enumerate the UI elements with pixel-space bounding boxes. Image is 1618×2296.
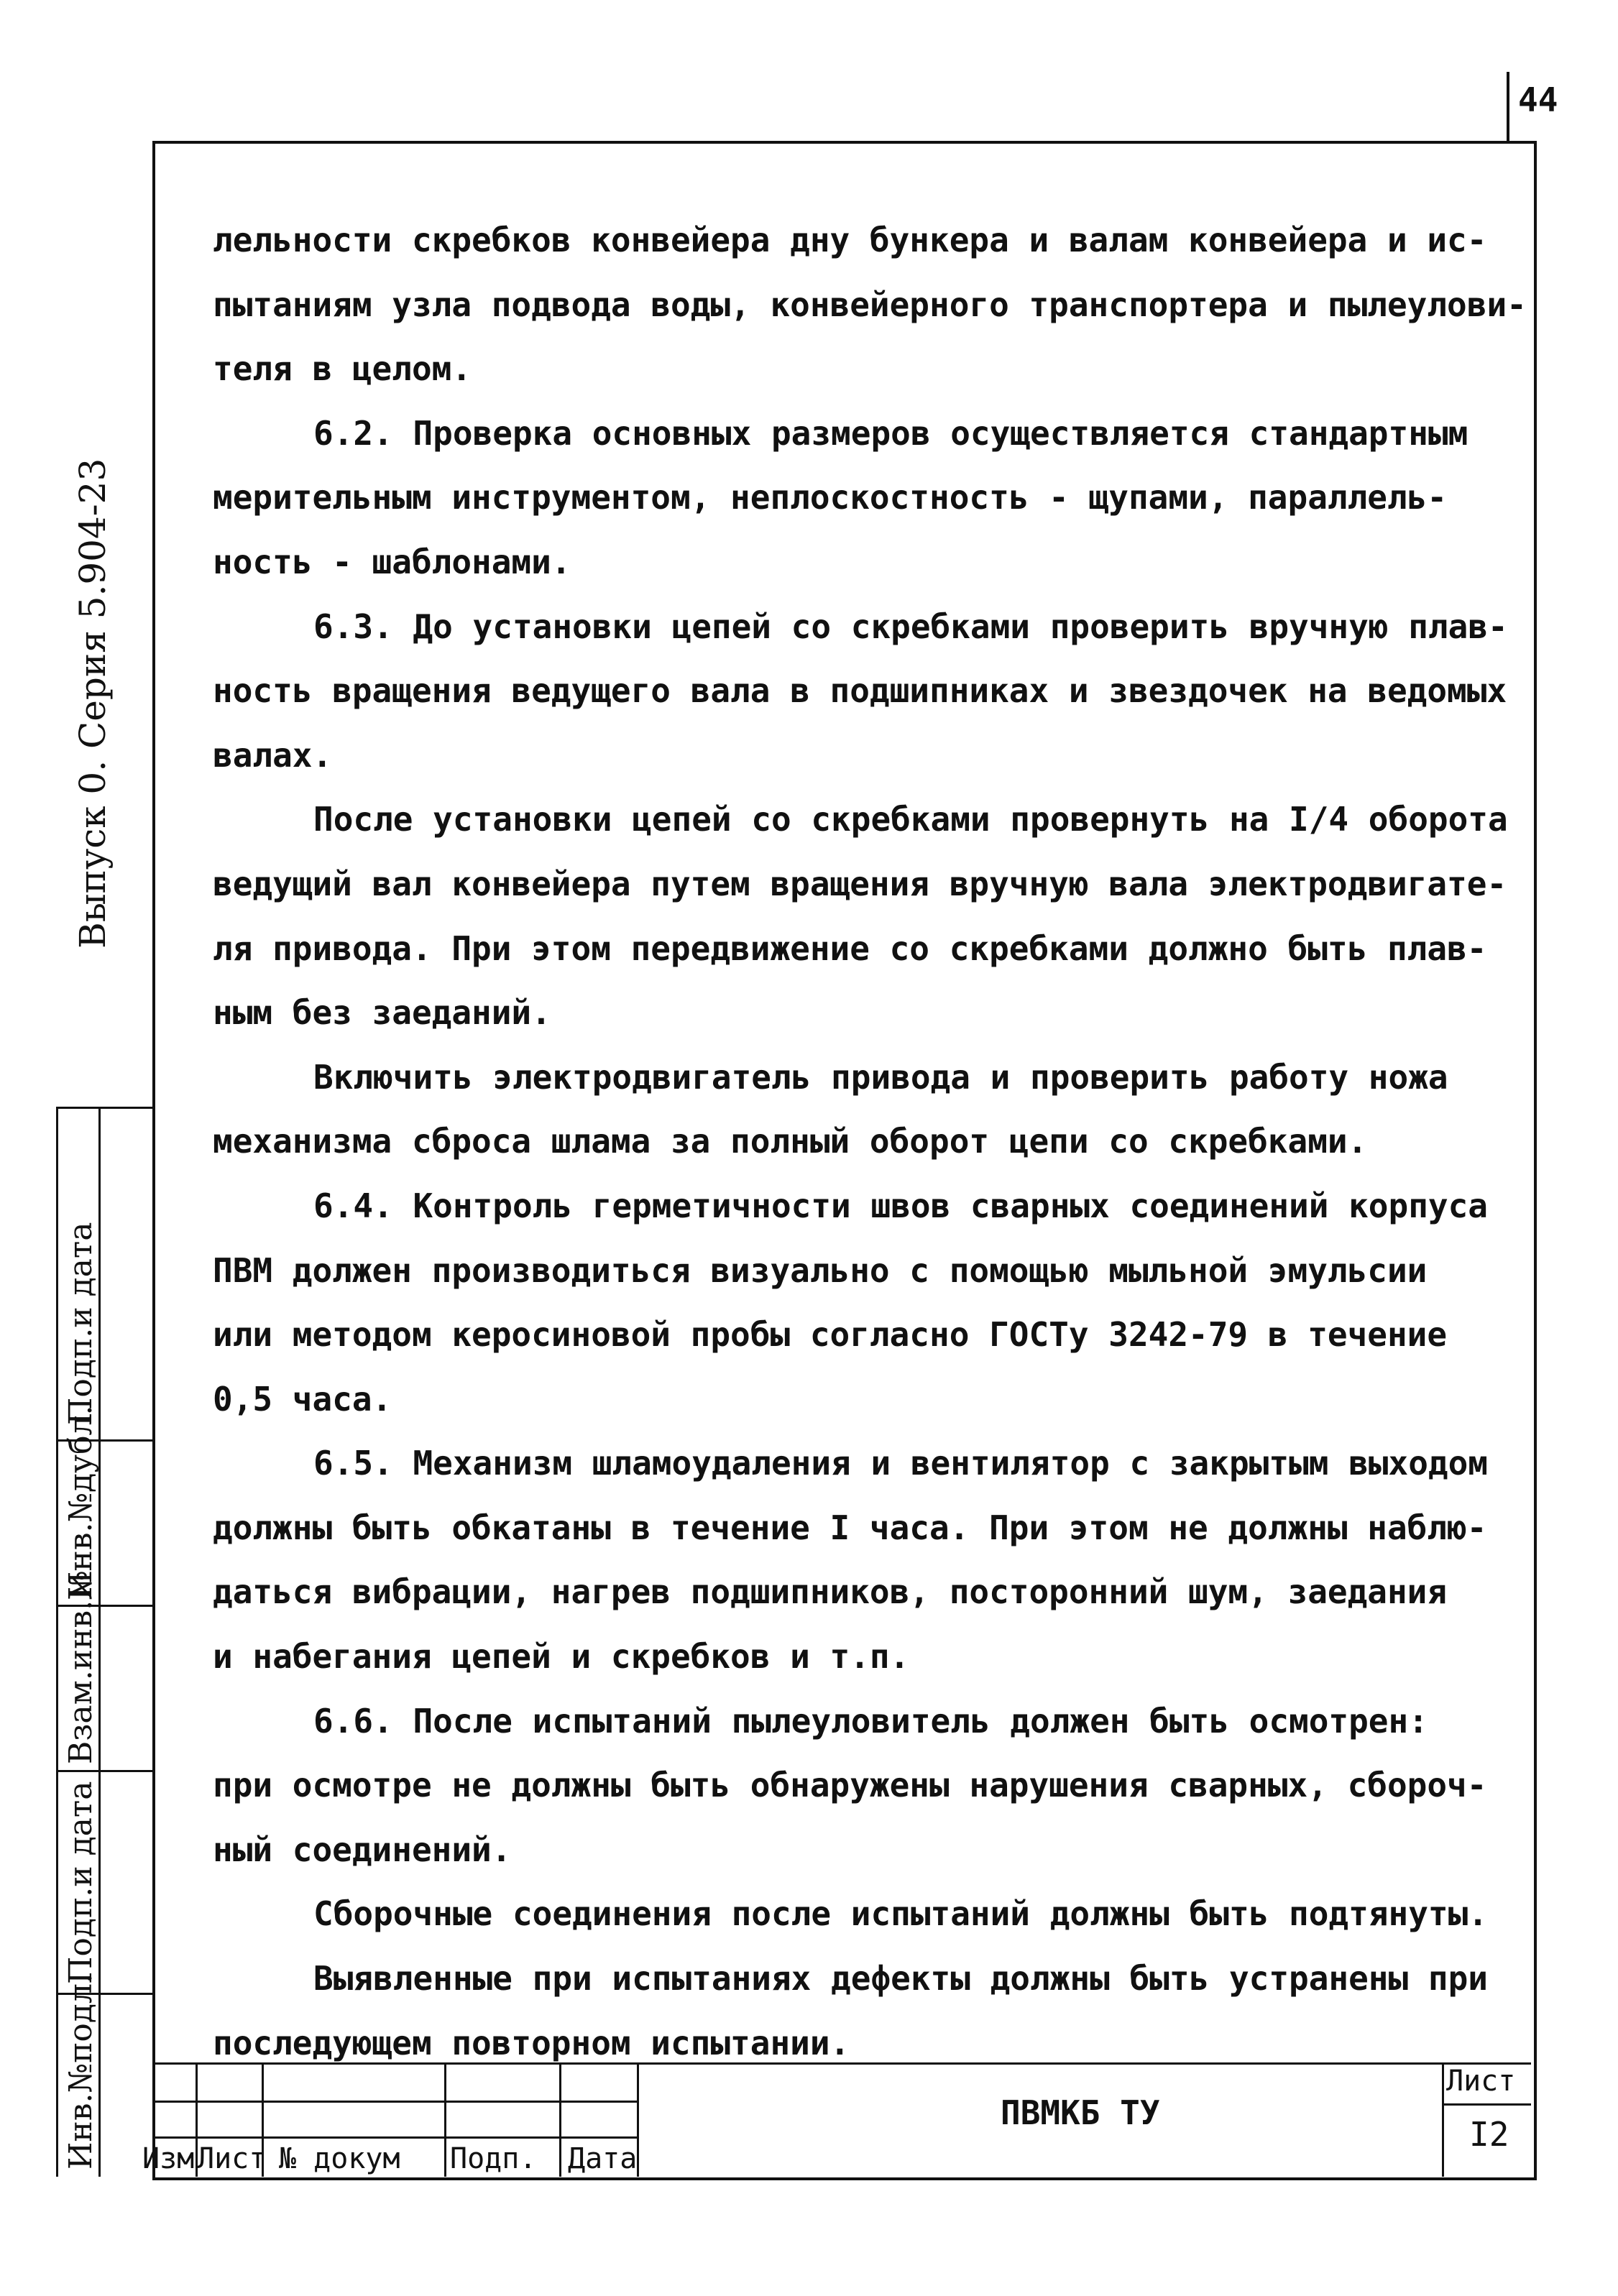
page-number: 44 (1518, 80, 1558, 119)
tb-divider (559, 2065, 561, 2177)
body-line: механизма сброса шлама за полный оборот цепи со скребками. (213, 1122, 1368, 1161)
body-line: и набегания цепей и скребков и т.п. (213, 1637, 910, 1677)
body-text (213, 208, 1527, 2075)
body-line: ным без заеданий. (213, 993, 551, 1033)
body-line: После установки цепей со скребками провернуть на I/4 оборота (313, 800, 1508, 839)
side-series-label: Выпуск 0. Серия 5.904-23 (72, 458, 114, 949)
body-line: 0,5 часа. (213, 1379, 392, 1419)
tb-head-date: Дата (568, 2142, 638, 2175)
stamp-row (58, 1973, 155, 2177)
stamp-label: Инв.№подл. (63, 1973, 99, 2170)
stamp-row (58, 1570, 155, 1772)
side-stamp (56, 1107, 155, 2177)
body-line: теля в целом. (213, 349, 472, 389)
body-line: ля привода. При этом передвижение со скребками должно быть плав- (213, 928, 1487, 968)
tb-head-doc: № докум (279, 2142, 400, 2175)
body-line: 6.2. Проверка основных размеров осуществляется стандартным (313, 413, 1468, 453)
body-line: или методом керосиновой пробы согласно ГОСТу 3242-79 в течение (213, 1315, 1448, 1355)
body-line: 6.5. Механизм шламоудаления и вентилятор с закрытым выходом (313, 1444, 1488, 1483)
body-line: должны быть обкатаны в течение I часа. При этом не должны наблю- (213, 1508, 1487, 1547)
body-line: валах. (213, 735, 333, 775)
stamp-row (58, 1770, 155, 1995)
doc-code: ПВМКБ ТУ (1001, 2093, 1160, 2132)
page-number-divider (1507, 72, 1509, 144)
stamp-label: Подп.и дата (63, 1222, 99, 1425)
sheet-number: I2 (1469, 2115, 1509, 2154)
stamp-label: Подп.и дата (63, 1781, 99, 1984)
body-line: ПВМ должен производиться визуально с помощью мыльной эмульсии (213, 1250, 1428, 1290)
sheet-label: Лист (1446, 2065, 1516, 2098)
body-line: последующем повторном испытании. (213, 2023, 850, 2062)
tb-divider (444, 2065, 446, 2177)
body-line: 6.4. Контроль герметичности швов сварных соединений корпуса (313, 1186, 1488, 1225)
stamp-label: Инв.№дубл. (63, 1405, 99, 1599)
stamp-label: Взам.инв.№ (63, 1570, 99, 1764)
body-line: Выявленные при испытаниях дефекты должны быть устранены при (313, 1959, 1488, 1998)
body-line: даться вибрации, нагрев подшипников, посторонний шум, заедания (213, 1572, 1448, 1612)
body-line: при осмотре не должны быть обнаружены нарушения сварных, сбороч- (213, 1766, 1487, 1805)
body-line: ность - шаблонами. (213, 542, 571, 581)
body-line: Сборочные соединения после испытаний должны быть подтянуты. (313, 1894, 1488, 1934)
body-line: ный соединений. (213, 1830, 512, 1869)
body-line: 6.3. До установки цепей со скребками проверить вручную плав- (313, 607, 1508, 646)
body-line: ность вращения ведущего вала в подшипниках и звездочек на ведомых (213, 671, 1507, 711)
body-line: 6.6. После испытаний пылеуловитель должен быть осмотрен: (313, 1701, 1428, 1741)
body-line: лельности скребков конвейера дну бункера и валам конвейера и ис- (213, 221, 1487, 259)
tb-head-sheet: Лист (197, 2142, 267, 2175)
tb-head-sign: Подп. (450, 2142, 537, 2175)
body-line: Включить электродвигатель привода и проверить работу ножа (313, 1057, 1448, 1097)
tb-divider (637, 2065, 639, 2177)
tb-rule (152, 2136, 637, 2139)
tb-rule (1442, 2103, 1531, 2106)
body-line: пытаниям узла подвода воды, конвейерного транспортера и пылеулови- (213, 285, 1527, 324)
title-block (142, 2062, 1531, 2177)
tb-divider (1442, 2065, 1444, 2177)
body-line: мерительным инструментом, неплоскостность - щупами, параллель- (213, 478, 1448, 517)
tb-head-change: Изм (142, 2142, 195, 2175)
tb-rule (152, 2101, 637, 2103)
stamp-row (58, 1109, 155, 1442)
body-line: ведущий вал конвейера путем вращения вручную вала электродвигате- (213, 864, 1507, 903)
